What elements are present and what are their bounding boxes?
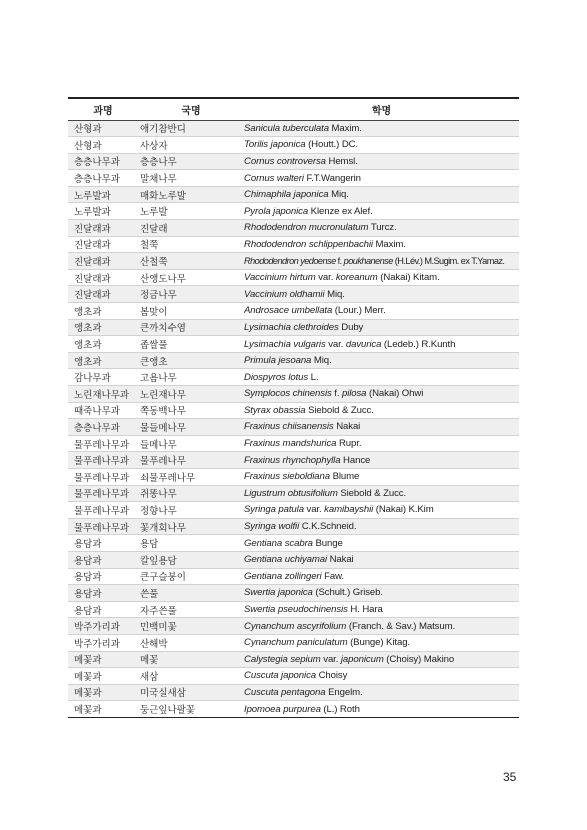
scientific-name-author-part: var. [325,338,346,350]
scientific-name-cell [244,236,519,253]
table-body [68,120,519,717]
scientific-name-author-part: Klenze ex Alef. [308,205,373,217]
family-cell: 감나무과 [68,369,138,386]
scientific-name-italic-part: Fraxinus mandshurica [244,438,337,450]
korean-name-cell: 꽃개회나무 [138,518,244,535]
family-cell: 물푸레나무과 [68,502,138,519]
scientific-name-cell [244,286,519,303]
scientific-name-cell [244,402,519,419]
korean-name-cell: 정금나무 [138,286,244,303]
species-table [68,97,519,718]
korean-name-cell: 고욤나무 [138,369,244,386]
scientific-name-italic-part: Swertia pseudochinensis [244,604,348,616]
scientific-name-author-part: Rupr. [336,438,362,450]
species-table-container [68,97,519,718]
scientific-name-cell [244,352,519,369]
scientific-name-italic-part: Rhododendron schlippenbachii [244,238,373,250]
scientific-name-italic-part: Pyrola japonica [244,205,309,217]
scientific-name-cell [244,303,519,320]
scientific-name-author-part: Duby [338,321,364,333]
table-row [68,303,519,320]
table-row [68,634,519,651]
scientific-name-cell [244,651,519,668]
table-row [68,518,519,535]
table-row [68,551,519,568]
scientific-name-italic-part: Cynanchum ascyrifolium [244,620,347,632]
korean-name-cell: 들메나무 [138,435,244,452]
scientific-name-italic-part: Symplocos chinensis [244,388,332,400]
page-number: 35 [503,770,517,784]
family-cell: 물푸레나무과 [68,518,138,535]
scientific-name-author-part: H. Hara [347,604,383,616]
family-cell: 메꽃과 [68,684,138,701]
scientific-name-cell [244,253,519,270]
scientific-name-italic-part: Styrax obassia [244,404,306,416]
scientific-name-cell [244,170,519,187]
table-row [68,120,519,137]
scientific-name-italic-part: Cynanchum paniculatum [244,637,348,649]
family-cell: 용담과 [68,601,138,618]
korean-name-cell: 층층나무 [138,153,244,170]
family-cell: 용담과 [68,585,138,602]
scientific-name-cell [244,120,519,137]
scientific-name-cell [244,220,519,237]
table-row [68,701,519,718]
scientific-name-cell [244,203,519,220]
table-row [68,502,519,519]
table-row [68,170,519,187]
scientific-name-italic-part: Swertia japonica [244,587,313,599]
table-row [68,601,519,618]
scientific-name-author-part: (Ledeb.) R.Kunth [381,338,456,350]
scientific-name-cell [244,634,519,651]
korean-name-cell: 쇠물푸레나무 [138,468,244,485]
family-cell: 노루발과 [68,203,138,220]
table-row [68,137,519,154]
scientific-name-italic-part: Sanicula tuberculata [244,122,329,134]
scientific-name-italic-part: Fraxinus rhynchophylla [244,454,341,466]
header-scientific-name: 학명 [244,98,519,120]
scientific-name-cell [244,568,519,585]
family-cell: 박주가리과 [68,618,138,635]
table-row [68,668,519,685]
scientific-name-italic-part: Vaccinium hirtum [244,272,316,284]
korean-name-cell: 산철쭉 [138,253,244,270]
scientific-name-italic-part: Calystegia sepium [244,653,321,665]
scientific-name-cell [244,336,519,353]
scientific-name-cell [244,485,519,502]
scientific-name-author-part: (H.Lév.) M.Sugim. ex T.Yamaz. [392,256,505,267]
scientific-name-author-part: Maxim. [372,238,406,250]
korean-name-cell: 노린재나무 [138,386,244,403]
scientific-name-italic-part: Diospyros lotus [244,371,309,383]
scientific-name-cell [244,153,519,170]
table-row [68,253,519,270]
scientific-name-cell [244,585,519,602]
scientific-name-italic-part: davurica [345,338,382,350]
scientific-name-cell [244,701,519,718]
family-cell: 앵초과 [68,319,138,336]
scientific-name-author-part: (Schult.) Griseb. [312,587,383,599]
scientific-name-author-part: Faw. [321,570,344,582]
korean-name-cell: 산해박 [138,634,244,651]
korean-name-cell: 미국실새삼 [138,684,244,701]
family-cell: 물푸레나무과 [68,468,138,485]
scientific-name-author-part: Nakai [333,421,361,433]
table-row [68,336,519,353]
scientific-name-cell [244,386,519,403]
table-row [68,419,519,436]
table-row [68,352,519,369]
scientific-name-italic-part: Cornus controversa [244,155,326,167]
scientific-name-author-part: (Choisy) Makino [383,653,455,665]
korean-name-cell: 민백미꽃 [138,618,244,635]
scientific-name-cell [244,435,519,452]
korean-name-cell: 철쭉 [138,236,244,253]
family-cell: 물푸레나무과 [68,435,138,452]
korean-name-cell: 메꽃 [138,651,244,668]
korean-name-cell: 큰앵초 [138,352,244,369]
scientific-name-italic-part: Chimaphila japonica [244,189,329,201]
korean-name-cell: 쓴풀 [138,585,244,602]
family-cell: 메꽃과 [68,668,138,685]
korean-name-cell: 용담 [138,535,244,552]
scientific-name-italic-part: poukhanense [343,256,393,267]
korean-name-cell: 물푸레나무 [138,452,244,469]
header-korean-name: 국명 [138,98,244,120]
table-header [68,98,519,120]
korean-name-cell: 좁쌀풀 [138,336,244,353]
scientific-name-author-part: Siebold & Zucc. [337,487,407,499]
family-cell: 진달래과 [68,269,138,286]
family-cell: 물푸레나무과 [68,452,138,469]
family-cell: 때죽나무과 [68,402,138,419]
scientific-name-author-part: var. [303,504,325,516]
scientific-name-cell [244,601,519,618]
scientific-name-italic-part: Rhododendron yedoense [244,256,336,267]
scientific-name-italic-part: koreanum [335,272,378,284]
scientific-name-author-part: F.T.Wangerin [303,172,361,184]
scientific-name-cell [244,535,519,552]
scientific-name-cell [244,369,519,386]
scientific-name-author-part: (Houtt.) DC. [305,139,359,151]
scientific-name-italic-part: Gentiana scabra [244,537,313,549]
scientific-name-author-part: var. [320,653,341,665]
korean-name-cell: 새삼 [138,668,244,685]
korean-name-cell: 진달래 [138,220,244,237]
scientific-name-italic-part: kamibayshii [324,504,374,516]
korean-name-cell: 쥐똥나무 [138,485,244,502]
scientific-name-author-part: Maxim. [328,122,362,134]
scientific-name-author-part: Blume [330,471,360,483]
family-cell: 층층나무과 [68,170,138,187]
korean-name-cell: 애기참반디 [138,120,244,137]
scientific-name-cell [244,668,519,685]
family-cell: 박주가리과 [68,634,138,651]
scientific-name-author-part: var. [315,272,336,284]
scientific-name-cell [244,319,519,336]
korean-name-cell: 매화노루발 [138,186,244,203]
scientific-name-author-part: C.K.Schneid. [299,521,357,533]
family-cell: 용담과 [68,568,138,585]
family-cell: 층층나무과 [68,419,138,436]
table-row [68,585,519,602]
korean-name-cell: 사상자 [138,137,244,154]
scientific-name-italic-part: Torilis japonica [244,139,306,151]
table-row [68,485,519,502]
scientific-name-cell [244,618,519,635]
header-row [68,98,519,120]
scientific-name-cell [244,684,519,701]
scientific-name-author-part: (Franch. & Sav.) Matsum. [346,620,456,632]
korean-name-cell: 노루발 [138,203,244,220]
korean-name-cell: 말채나무 [138,170,244,187]
scientific-name-author-part: f. [335,256,344,267]
scientific-name-author-part: Nakai [327,554,354,566]
scientific-name-author-part: (Nakai) K.Kim [373,504,434,516]
scientific-name-author-part: (Lour.) Merr. [332,305,386,317]
scientific-name-author-part: f. [331,388,342,400]
family-cell: 산형과 [68,137,138,154]
scientific-name-author-part: Hance [340,454,371,466]
family-cell: 앵초과 [68,336,138,353]
family-cell: 진달래과 [68,286,138,303]
family-cell: 진달래과 [68,253,138,270]
table-row [68,386,519,403]
table-row [68,319,519,336]
scientific-name-italic-part: Fraxinus chiisanensis [244,421,334,433]
scientific-name-cell [244,452,519,469]
table-row [68,236,519,253]
scientific-name-author-part: L. [308,371,319,383]
scientific-name-author-part: Engelm. [325,686,363,698]
korean-name-cell: 둥근잎나팔꽃 [138,701,244,718]
scientific-name-italic-part: japonicum [340,653,384,665]
table-row [68,153,519,170]
scientific-name-italic-part: Lysimachia vulgaris [244,338,326,350]
korean-name-cell: 자주쓴풀 [138,601,244,618]
family-cell: 진달래과 [68,220,138,237]
scientific-name-author-part: Hemsl. [325,155,358,167]
korean-name-cell: 산앵도나무 [138,269,244,286]
family-cell: 용담과 [68,551,138,568]
table-row [68,203,519,220]
family-cell: 물푸레나무과 [68,485,138,502]
scientific-name-author-part: Miq. [324,288,345,300]
family-cell: 층층나무과 [68,153,138,170]
scientific-name-author-part: Choisy [316,670,348,682]
korean-name-cell: 봄맞이 [138,303,244,320]
korean-name-cell: 칼잎용담 [138,551,244,568]
scientific-name-author-part: (Bunge) Kitag. [347,637,410,649]
scientific-name-author-part: Bunge [312,537,343,549]
scientific-name-author-part: Turcz. [368,222,397,234]
family-cell: 앵초과 [68,303,138,320]
table-row [68,186,519,203]
scientific-name-italic-part: Syringa patula [244,504,304,516]
scientific-name-author-part: (Nakai) Kitam. [377,272,440,284]
table-row [68,452,519,469]
header-family: 과명 [68,98,138,120]
family-cell: 노루발과 [68,186,138,203]
korean-name-cell: 물들메나무 [138,419,244,436]
scientific-name-cell [244,419,519,436]
scientific-name-italic-part: Cornus walteri [244,172,304,184]
scientific-name-cell [244,186,519,203]
table-row [68,269,519,286]
korean-name-cell: 쪽동백나무 [138,402,244,419]
family-cell: 앵초과 [68,352,138,369]
scientific-name-italic-part: Androsace umbellata [244,305,333,317]
table-row [68,402,519,419]
family-cell: 메꽃과 [68,651,138,668]
korean-name-cell: 정향나무 [138,502,244,519]
table-row [68,684,519,701]
scientific-name-italic-part: Fraxinus sieboldiana [244,471,330,483]
table-row [68,568,519,585]
table-row [68,618,519,635]
scientific-name-italic-part: Ipomoea purpurea [244,703,321,715]
scientific-name-italic-part: Cuscuta pentagona [244,686,326,698]
scientific-name-italic-part: Gentiana uchiyamai [244,554,327,566]
scientific-name-author-part: Miq. [328,189,349,201]
scientific-name-italic-part: Syringa wolfii [244,521,300,533]
scientific-name-italic-part: Rhododendron mucronulatum [244,222,369,234]
scientific-name-author-part: Siebold & Zucc. [305,404,374,416]
table-row [68,435,519,452]
scientific-name-cell [244,269,519,286]
scientific-name-italic-part: pilosa [341,388,367,400]
scientific-name-italic-part: Vaccinium oldhamii [244,288,325,300]
scientific-name-author-part: (L.) Roth [320,703,360,715]
scientific-name-cell [244,468,519,485]
family-cell: 진달래과 [68,236,138,253]
scientific-name-italic-part: Lysimachia clethroides [244,321,339,333]
scientific-name-cell [244,518,519,535]
table-row [68,369,519,386]
scientific-name-author-part: Miq. [311,355,332,367]
table-row [68,651,519,668]
family-cell: 메꽃과 [68,701,138,718]
scientific-name-cell [244,137,519,154]
table-row [68,286,519,303]
scientific-name-italic-part: Primula jesoana [244,355,312,367]
table-row [68,468,519,485]
korean-name-cell: 큰구슬붕이 [138,568,244,585]
scientific-name-cell [244,551,519,568]
family-cell: 용담과 [68,535,138,552]
scientific-name-italic-part: Gentiana zollingeri [244,570,322,582]
family-cell: 노린재나무과 [68,386,138,403]
scientific-name-italic-part: Ligustrum obtusifolium [244,487,338,499]
table-row [68,535,519,552]
family-cell: 산형과 [68,120,138,137]
scientific-name-author-part: (Nakai) Ohwi [366,388,424,400]
table-row [68,220,519,237]
korean-name-cell: 큰까치수염 [138,319,244,336]
scientific-name-italic-part: Cuscuta japonica [244,670,316,682]
scientific-name-cell [244,502,519,519]
